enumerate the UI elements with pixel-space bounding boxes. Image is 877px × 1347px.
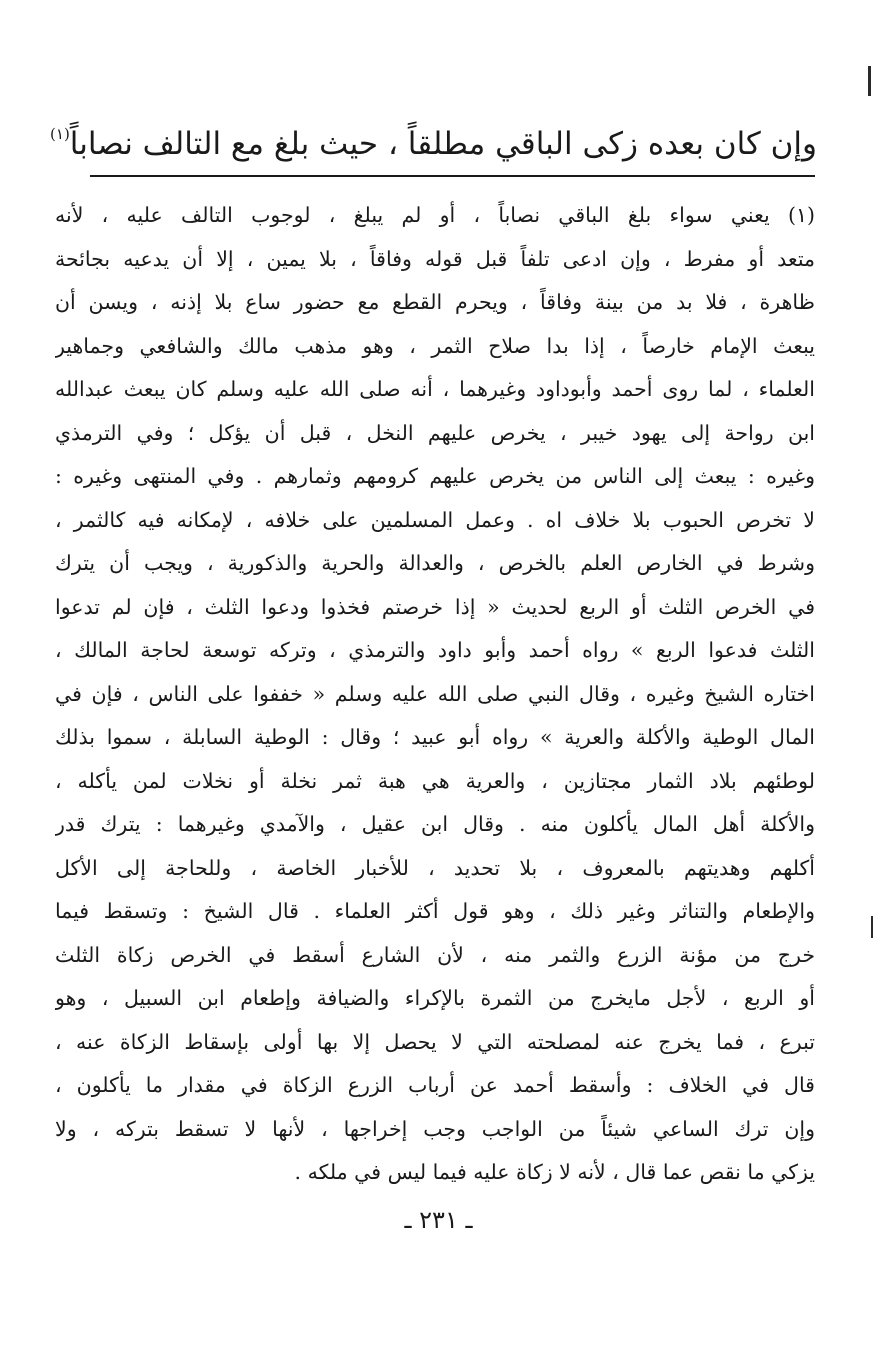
scan-edge-mark <box>868 66 871 96</box>
matn-text: وإن كان بعده زكى الباقي مطلقاً ، حيث بلغ مع التالف نصاباً <box>69 126 817 162</box>
footnote-line: الثلث فدعوا الربع » رواه أحمد وأبو داود والترمذي ، وتركه توسعة لحاجة المالك ، <box>55 638 815 662</box>
footnote-line: العلماء ، لما روى أحمد وأبوداود وغيرهما ، أنه صلى الله عليه وسلم كان يبعث عبدالله <box>55 377 815 401</box>
footnote-line: وغيره : يبعث إلى الناس من يخرص عليهم كرومهم وثمارهم . وفي المنتهى وغيره : <box>55 464 815 488</box>
footnote-line: والأكلة أهل المال يأكلون منه . وقال ابن عقيل ، والآمدي وغيرهما : يترك قدر <box>55 812 815 836</box>
scan-edge-mark <box>871 916 873 938</box>
footnote-line: متعد أو مفرط ، وإن ادعى تلفاً قبل قوله وفاقاً ، بلا يمين ، إلا أن يدعيه بجائحة <box>55 246 815 271</box>
page-number: ـ ٢٣١ ـ <box>404 1206 473 1234</box>
footnote-line: يبعث الإمام خارصاً ، إذا بدا صلاح الثمر ، وهو مذهب مالك والشافعي وجماهير <box>55 333 815 358</box>
footnote-line: لا تخرص الحبوب بلا خلاف اه . وعمل المسلمين على خلافه ، لإمكانه فيه كالثمر ، <box>55 507 815 532</box>
separator-rule <box>90 175 815 177</box>
footnote-line: ابن رواحة إلى يهود خيبر ، يخرص عليهم النخل ، قبل أن يؤكل ؛ وفي الترمذي <box>55 420 815 445</box>
footnote-line: خرج من مؤنة الزرع والثمر منه ، لأن الشارع أسقط في الخرص زكاة الثلث <box>55 942 815 967</box>
footnote-line: وإن ترك الساعي شيئاً من الواجب وجب إخراجها ، لأنها لا تسقط بتركه ، ولا <box>55 1116 815 1141</box>
footnote-line: أو الربع ، لأجل مايخرج من الثمرة بالإكراء والضيافة وإطعام ابن السبيل ، وهو <box>55 986 815 1010</box>
footnote-line: (١) يعني سواء بلغ الباقي نصاباً ، أو لم يبلغ ، لوجوب التالف عليه ، لأنه <box>55 203 815 227</box>
matn-line <box>50 112 817 166</box>
footnote-line: قال في الخلاف : وأسقط أحمد عن أرباب الزرع الزكاة في مقدار ما يأكلون ، <box>55 1073 815 1097</box>
footnote-line: وشرط في الخارص العلم بالخرص ، والعدالة والحرية والذكورية ، ويجب أن يترك <box>55 551 815 575</box>
footnote-line: يزكي ما نقص عما قال ، لأنه لا زكاة عليه فيما ليس في ملكه . <box>294 1160 815 1184</box>
footnote-reference: (١) <box>50 125 70 143</box>
footnote-body <box>55 194 815 1195</box>
footnote-line: في الخرص الثلث أو الربع لحديث « إذا خرصتم فخذوا ودعوا الثلث ، فإن لم تدعوا <box>55 594 815 619</box>
footnote-line: والإطعام والتناثر وغير ذلك ، وهو قول أكثر العلماء . قال الشيخ : وتسقط فيما <box>55 899 815 923</box>
footnote-line: اختاره الشيخ وغيره ، وقال النبي صلى الله عليه وسلم « خففوا على الناس ، فإن في <box>55 681 815 706</box>
footnote-line: أكلهم وهديتهم بالمعروف ، بلا تحديد ، للأخبار الخاصة ، وللحاجة إلى الأكل <box>55 855 815 880</box>
footnote-line: ظاهرة ، فلا بد من بينة وفاقاً ، ويحرم القطع مع حضور ساع بلا إذنه ، ويسن أن <box>55 290 815 314</box>
footnote-line: لوطئهم بلاد الثمار مجتازين ، والعرية هي هبة ثمر نخلة أو نخلات لمن يأكله ، <box>55 768 815 793</box>
footnote-line: المال الوطية والأكلة والعرية » رواه أبو عبيد ؛ وقال : الوطية السابلة ، سموا بذلك <box>55 725 815 749</box>
footnote-line: تبرع ، فما يخرج عنه لمصلحته التي لا يحصل إلا بها أولى بإسقاط الزكاة عنه ، <box>55 1029 815 1054</box>
